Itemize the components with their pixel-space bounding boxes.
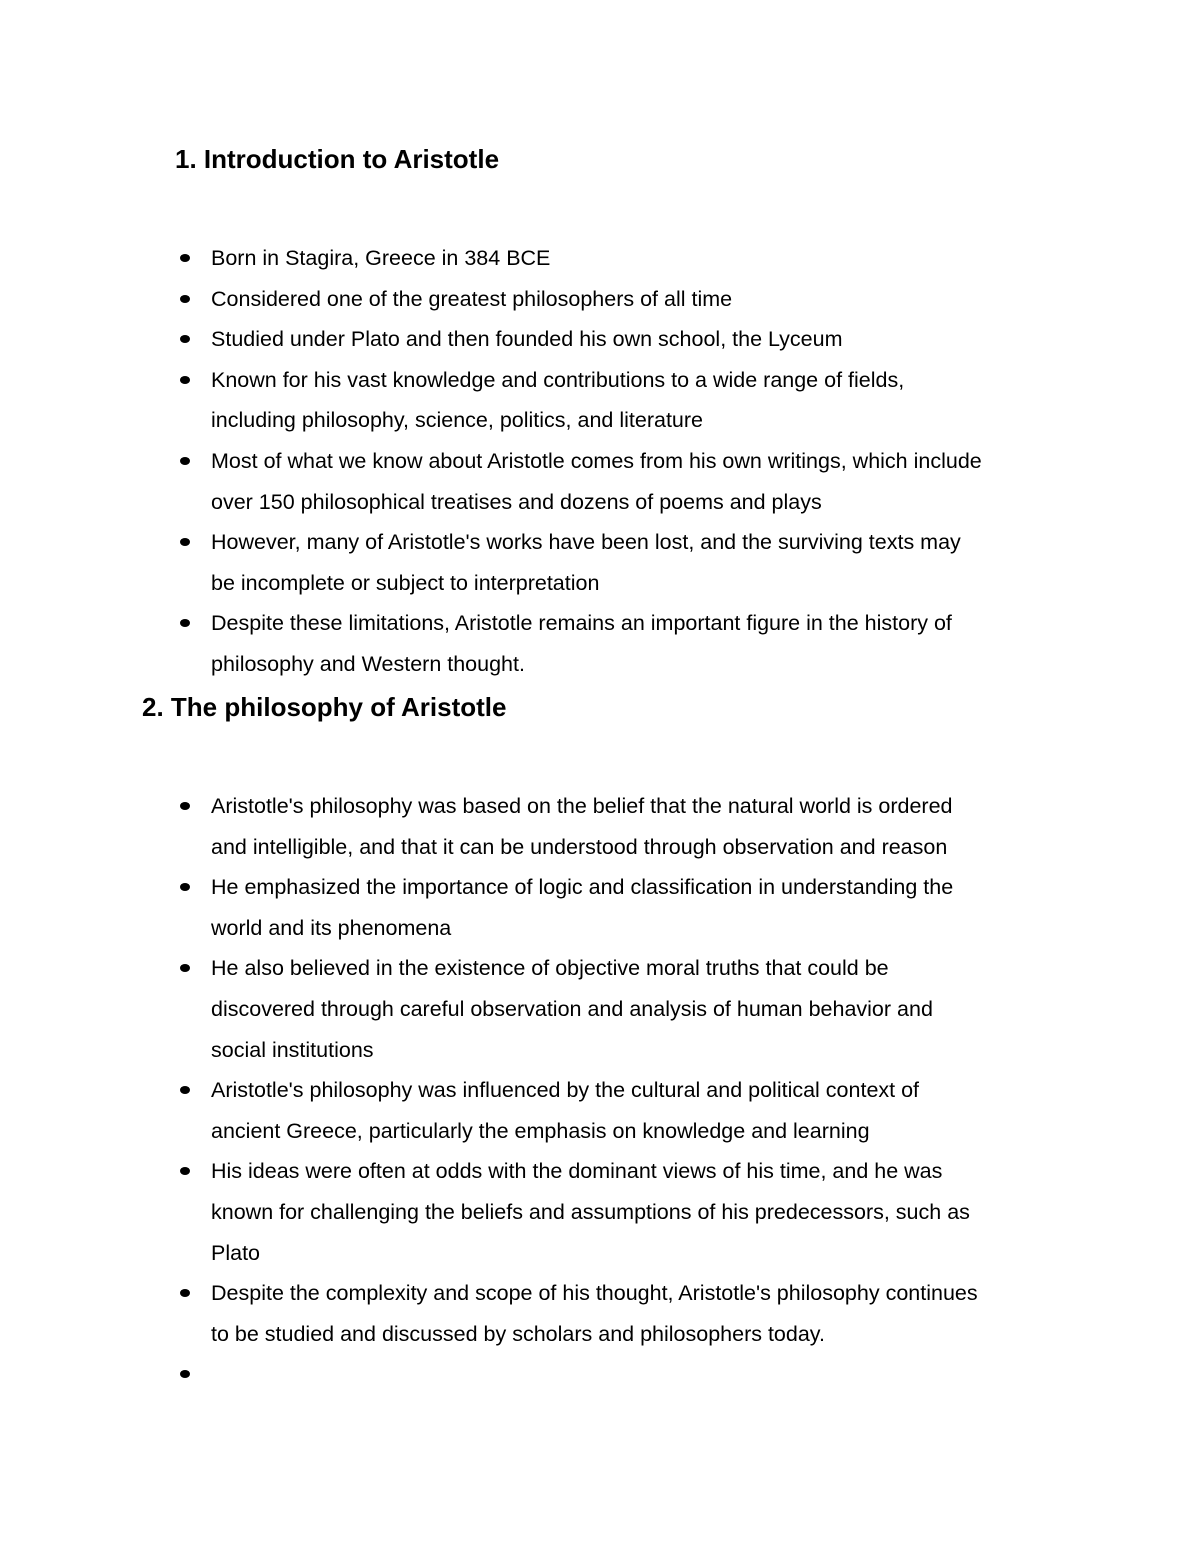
list-item-text-line: including philosophy, science, politics, and literature: [211, 408, 703, 433]
list-item-text-line: Known for his vast knowledge and contributions to a wide range of fields,: [211, 367, 905, 392]
list-item-text-line: Aristotle's philosophy was influenced by the cultural and political context of: [211, 1078, 920, 1103]
bullet-icon: [180, 295, 190, 303]
bullet-icon: [180, 1167, 190, 1175]
list-item-text-line: His ideas were often at odds with the dominant views of his time, and he was: [211, 1159, 943, 1184]
bullet-icon: [180, 883, 190, 891]
list-item-text-line: ancient Greece, particularly the emphasis on knowledge and learning: [211, 1118, 870, 1143]
bullet-icon: [180, 254, 190, 262]
list-item-text-line: be incomplete or subject to interpretation: [211, 570, 600, 595]
bullet-list-philosophy: [175, 786, 1075, 1395]
list-item-text-line: However, many of Aristotle's works have been lost, and the surviving texts may: [211, 530, 961, 555]
bullet-icon: [180, 335, 190, 343]
list-item: [175, 1070, 1075, 1151]
list-item-text-line: Despite these limitations, Aristotle remains an important figure in the history of: [211, 611, 952, 636]
list-item: [175, 1273, 1075, 1354]
bullet-icon: [180, 1086, 190, 1094]
bullet-icon: [180, 802, 190, 810]
list-item: [175, 279, 1075, 320]
list-item-text-line: known for challenging the beliefs and assumptions of his predecessors, such as: [211, 1199, 970, 1224]
list-item-text-line: [211, 1354, 1075, 1395]
list-item: [175, 441, 1075, 522]
list-item: [175, 786, 1075, 867]
list-item-text-line: philosophy and Western thought.: [211, 651, 525, 676]
list-item: [175, 522, 1075, 603]
list-item-text-line: world and its phenomena: [211, 915, 452, 940]
list-item-text-line: Born in Stagira, Greece in 384 BCE: [211, 246, 551, 270]
list-item-text-line: and intelligible, and that it can be understood through observation and reason: [211, 834, 948, 859]
section-heading-philosophy: 2. The philosophy of Aristotle: [142, 692, 507, 722]
list-item-text-line: to be studied and discussed by scholars and philosophers today.: [211, 1321, 825, 1346]
list-item-text-line: Considered one of the greatest philosophers of all time: [211, 286, 733, 311]
list-item: [175, 603, 1075, 684]
list-item-text-line: Aristotle's philosophy was based on the belief that the natural world is ordered: [211, 794, 953, 818]
list-item-text-line: Despite the complexity and scope of his thought, Aristotle's philosophy continues: [211, 1281, 978, 1306]
list-item-text-line: discovered through careful observation and analysis of human behavior and: [211, 996, 933, 1021]
list-item-text-line: He also believed in the existence of objective moral truths that could be: [211, 956, 889, 981]
bullet-icon: [180, 1370, 190, 1378]
list-item-text-line: social institutions: [211, 1037, 374, 1062]
bullet-icon: [180, 538, 190, 546]
list-item: [175, 867, 1075, 948]
list-item: [175, 360, 1075, 441]
bullet-icon: [180, 619, 190, 627]
bullet-icon: [180, 376, 190, 384]
list-item-text-line: Plato: [211, 1240, 261, 1265]
list-item-text-line: over 150 philosophical treatises and dozens of poems and plays: [211, 489, 822, 514]
list-item: [175, 1151, 1075, 1273]
bullet-icon: [180, 1289, 190, 1297]
bullet-icon: [180, 457, 190, 465]
list-item: [175, 238, 1075, 279]
list-item: [175, 1354, 1075, 1395]
section-heading-introduction: 1. Introduction to Aristotle: [175, 144, 500, 174]
list-item-text-line: Most of what we know about Aristotle comes from his own writings, which include: [211, 448, 982, 473]
bullet-icon: [180, 964, 190, 972]
bullet-list-introduction: [175, 238, 1075, 685]
list-item: [175, 948, 1075, 1070]
list-item: [175, 319, 1075, 360]
list-item-text-line: Studied under Plato and then founded his own school, the Lyceum: [211, 327, 843, 352]
list-item-text-line: He emphasized the importance of logic and classification in understanding the: [211, 875, 954, 900]
